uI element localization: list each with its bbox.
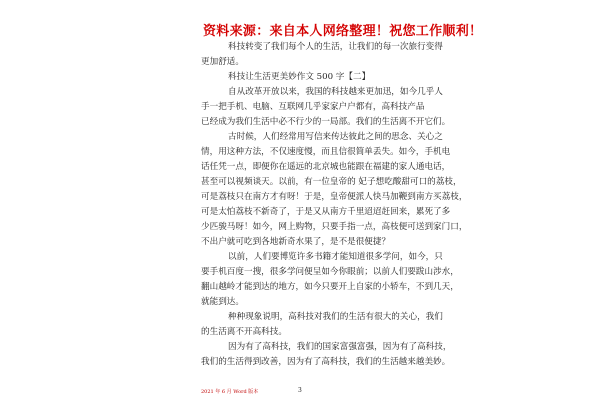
body-line: 情，用这种方法，不仅速度慢，而且信很简单丢失。如今，手机电	[201, 147, 451, 157]
body-line: 科技转变了我们每个人的生活，让我们的每一次旅行变得	[228, 42, 443, 52]
body-line: 可是荔枝只在南方才有呀！于是，皇帝便派人快马加鞭到南方买荔枝，	[201, 192, 468, 202]
body-line: 不出户就可吃到各地新奇水果了，是不是很便捷？	[201, 237, 391, 247]
body-line: 更加舒适。	[201, 57, 244, 67]
body-line: 话任凭一点，即便你在遥远的北京城也能跟在福建的家人通电话，	[201, 162, 451, 172]
body-line: 的生活离不开高科技。	[201, 327, 287, 337]
body-line: 少匹骏马呀！如今，网上购物，只要手指一点，高枝便可送到家门口，	[201, 222, 468, 232]
body-line: 可是太怕荔枝不新奇了，于是又从南方千里迢迢赶回来，累死了多	[201, 207, 451, 217]
body-line: 翻山越岭才能到达的地方，如今只要开上自家的小轿车，不到几天，	[201, 282, 459, 292]
body-line: 甚至可以视频谈天。以前，有一位皇帝的 妃子想吃酸甜可口的荔枝，	[201, 177, 462, 187]
page-number: 3	[298, 387, 302, 394]
body-line: 自从改革开放以来，我国的科技越来更加迅，如今几乎人	[228, 87, 443, 97]
body-line: 因为有了高科技，我们的国家富强富强，因为有了高科技，	[228, 342, 452, 352]
source-header: 资料来源：来自本人网络整理！祝您工作顺利！	[203, 24, 483, 39]
body-line: 手一把手机、电脑、互联网几乎家家户户都有，高科技产品	[201, 102, 425, 112]
footer-date-version: 2021 年 6 月 Word 版本	[201, 389, 259, 395]
body-line: 古时候，人们经常用写信来传达彼此之间的思念、关心之	[228, 132, 443, 142]
body-line: 就能到达。	[201, 297, 244, 307]
body-line: 我们的生活得到改善，因为有了高科技，我们的生活越来越美妙。	[201, 357, 451, 367]
body-line: 已经成为我们生活中必不行少的一局部。我们的生活离不开它们。	[201, 117, 451, 127]
body-line: 以前，人们要博览许多书籍才能知道很多学问，如今，只	[228, 252, 443, 262]
body-line: 要手机百度一搜，很多学问便呈如今你眼前；以前人们要跋山涉水，	[201, 267, 459, 277]
body-line: 种种现象说明，高科技对我们的生活有很大的关心，我们	[228, 312, 443, 322]
section-title: 科技让生活更美妙作文 500 字【二】	[228, 72, 371, 82]
